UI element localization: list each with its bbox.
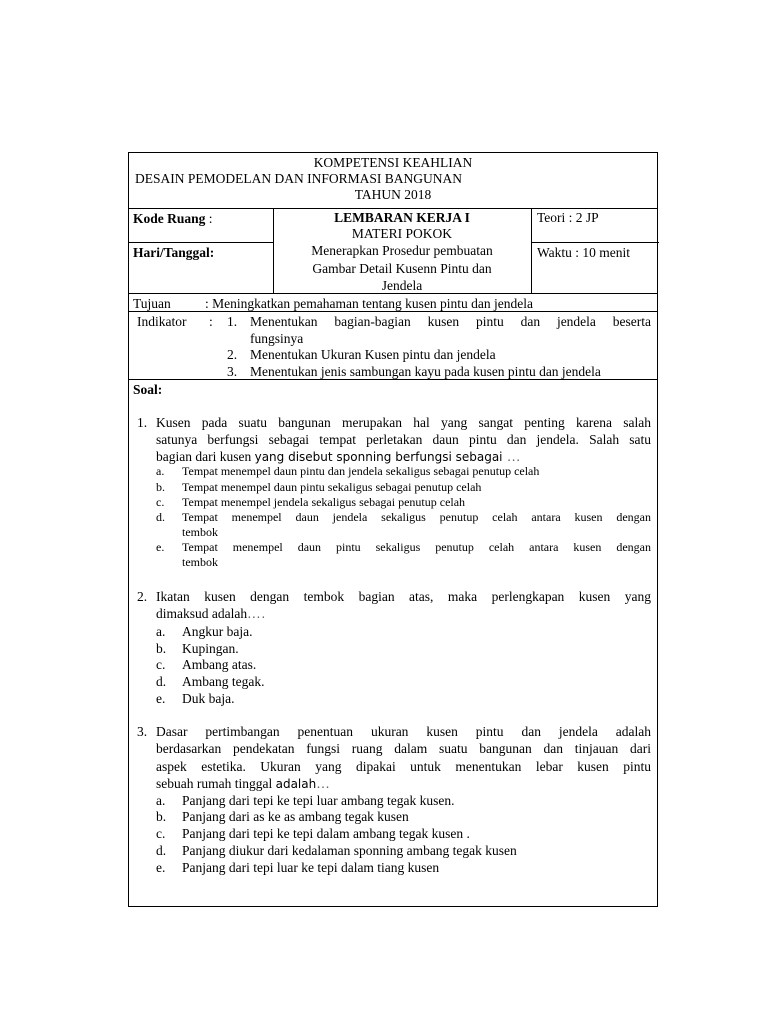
q2-line-2-text: dimaksud adalah bbox=[156, 606, 248, 621]
kode-ruang-colon: : bbox=[205, 211, 213, 226]
q2-number: 2. bbox=[137, 589, 148, 604]
q2-option-a: Angkur baja. bbox=[182, 624, 253, 639]
teori-label: Teori : 2 JP bbox=[537, 210, 599, 225]
q1-option-d-letter: d. bbox=[156, 510, 165, 524]
q3-line-4 bbox=[156, 775, 331, 793]
q1-option-a-letter: a. bbox=[156, 464, 165, 478]
soal-label: Soal: bbox=[133, 382, 163, 397]
indikator-colon: : bbox=[209, 314, 213, 329]
q3-option-a: Panjang dari tepi ke tepi luar ambang tegak kusen. bbox=[182, 793, 455, 808]
q3-line-1: Dasar pertimbangan penentuan ukuran kusen pintu dan jendela adalah bbox=[156, 724, 651, 739]
q2-option-b-letter: b. bbox=[156, 641, 167, 656]
q1-line-3-start: bagian dari kusen bbox=[156, 449, 255, 464]
q2-option-d: Ambang tegak. bbox=[182, 674, 265, 689]
materi-line-3: Jendela bbox=[381, 278, 423, 293]
kode-ruang-text: Kode Ruang bbox=[133, 211, 206, 226]
q1-line-3-dots: … bbox=[502, 449, 522, 464]
q3-option-c-letter: c. bbox=[156, 826, 166, 841]
q3-line-4-adalah: adalah bbox=[275, 777, 317, 791]
q2-option-b: Kupingan. bbox=[182, 641, 239, 656]
q1-option-e: Tempat menempel daun pintu sekaligus penutup celah antara kusen dengan bbox=[182, 540, 651, 554]
q1-option-d: Tempat menempel daun jendela sekaligus penutup celah antara kusen dengan bbox=[182, 510, 651, 524]
q2-option-c-letter: c. bbox=[156, 657, 166, 672]
q1-line-3-mid: yang disebut sponning berfungsi sebagai bbox=[254, 450, 503, 464]
q1-option-e-cont: tembok bbox=[182, 555, 218, 569]
materi-pokok-label: MATERI POKOK bbox=[351, 226, 453, 241]
indikator-3-num: 3. bbox=[227, 364, 238, 379]
worksheet-table bbox=[128, 152, 658, 907]
indikator-3-text: Menentukan jenis sambungan kayu pada kusen pintu dan jendela bbox=[250, 364, 601, 379]
worksheet-title: LEMBARAN KERJA I bbox=[334, 210, 470, 225]
q1-number: 1. bbox=[137, 415, 148, 430]
header-program: DESAIN PEMODELAN DAN INFORMASI BANGUNAN bbox=[135, 171, 463, 186]
materi-line-2: Gambar Detail Kusenn Pintu dan bbox=[312, 261, 492, 276]
header-year: TAHUN 2018 bbox=[354, 187, 432, 202]
q2-line-2-dots: …. bbox=[247, 606, 266, 621]
materi-line-1: Menerapkan Prosedur pembuatan bbox=[311, 243, 493, 258]
waktu-label: Waktu : 10 menit bbox=[537, 245, 631, 260]
q2-option-a-letter: a. bbox=[156, 624, 166, 639]
q1-line-2: satunya berfungsi sebagai tempat perletakan daun pintu dan jendela. Salah satu bbox=[156, 432, 651, 447]
q2-option-c: Ambang atas. bbox=[182, 657, 257, 672]
q3-number: 3. bbox=[137, 724, 148, 739]
q3-line-3: aspek estetika. Ukuran yang dipakai untuk menentukan lebar kusen pintu bbox=[156, 759, 651, 774]
q3-option-d-letter: d. bbox=[156, 843, 167, 858]
q2-option-d-letter: d. bbox=[156, 674, 167, 689]
q2-line-2 bbox=[156, 605, 266, 622]
q1-option-c: Tempat menempel jendela sekaligus sebagai penutup celah bbox=[182, 495, 466, 509]
indikator-2-text: Menentukan Ukuran Kusen pintu dan jendela bbox=[250, 347, 496, 362]
q3-option-d: Panjang diukur dari kedalaman sponning ambang tegak kusen bbox=[182, 843, 517, 858]
q1-option-d-cont: tembok bbox=[182, 525, 218, 539]
q3-option-a-letter: a. bbox=[156, 793, 166, 808]
q1-option-b: Tempat menempel daun pintu sekaligus sebagai penutup celah bbox=[182, 480, 482, 494]
indikator-1-text: Menentukan bagian-bagian kusen pintu dan jendela beserta bbox=[250, 314, 651, 329]
q2-line-1: Ikatan kusen dengan tembok bagian atas, maka perlengkapan kusen yang bbox=[156, 589, 651, 604]
kode-ruang-label bbox=[133, 210, 213, 227]
q3-option-e-letter: e. bbox=[156, 860, 166, 875]
q3-option-e: Panjang dari tepi luar ke tepi dalam tiang kusen bbox=[182, 860, 440, 875]
hari-tanggal-label: Hari/Tanggal: bbox=[133, 245, 215, 260]
q3-line-4-text: sebuah rumah tinggal bbox=[156, 776, 276, 791]
q3-option-b: Panjang dari as ke as ambang tegak kusen bbox=[182, 809, 409, 824]
q3-option-b-letter: b. bbox=[156, 809, 167, 824]
q3-line-2: berdasarkan pendekatan fungsi ruang dalam suatu bangunan dan tinjauan dari bbox=[156, 741, 651, 756]
q3-option-c: Panjang dari tepi ke tepi dalam ambang tegak kusen . bbox=[182, 826, 470, 841]
indikator-label: Indikator bbox=[137, 314, 187, 329]
q2-option-e: Duk baja. bbox=[182, 691, 235, 706]
tujuan-label: Tujuan bbox=[133, 296, 171, 311]
header-competency: KOMPETENSI KEAHLIAN bbox=[313, 155, 473, 170]
q2-option-e-letter: e. bbox=[156, 691, 166, 706]
q1-line-1: Kusen pada suatu bangunan merupakan hal yang sangat penting karena salah bbox=[156, 415, 651, 430]
indikator-1-num: 1. bbox=[227, 314, 238, 329]
q1-option-e-letter: e. bbox=[156, 540, 165, 554]
indikator-2-num: 2. bbox=[227, 347, 238, 362]
indikator-1-text-2: fungsinya bbox=[250, 331, 304, 346]
q1-option-c-letter: c. bbox=[156, 495, 165, 509]
q1-option-a: Tempat menempel daun pintu dan jendela sekaligus sebagai penutup celah bbox=[182, 464, 540, 478]
tujuan-text: : Meningkatkan pemahaman tentang kusen pintu dan jendela bbox=[205, 296, 534, 311]
q1-option-b-letter: b. bbox=[156, 480, 165, 494]
q3-line-4-dots: … bbox=[316, 776, 331, 791]
